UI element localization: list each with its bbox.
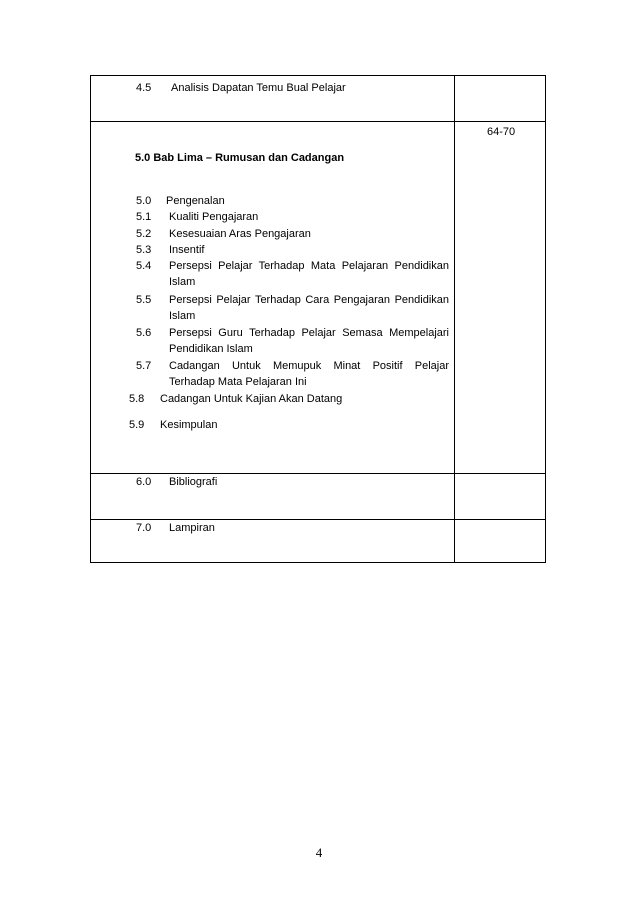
toc-title: Analisis Dapatan Temu Bual Pelajar bbox=[171, 82, 346, 94]
toc-title: Kesimpulan bbox=[160, 419, 218, 431]
toc-title: Persepsi Guru Terhadap Pelajar Semasa Mempelajari Pendidikan Islam bbox=[169, 327, 449, 355]
row-divider bbox=[91, 121, 545, 122]
toc-title: Cadangan Untuk Kajian Akan Datang bbox=[160, 393, 343, 405]
toc-number: 5.3 bbox=[136, 244, 152, 256]
row-divider bbox=[91, 473, 545, 474]
toc-title: Kualiti Pengajaran bbox=[169, 211, 259, 223]
toc-number: 6.0 bbox=[136, 476, 152, 488]
toc-title: Bibliografi bbox=[169, 476, 218, 488]
toc-number: 5.7 bbox=[136, 360, 152, 372]
toc-number: 5.2 bbox=[136, 228, 152, 240]
toc-number: 5.1 bbox=[136, 211, 152, 223]
toc-number: 7.0 bbox=[136, 522, 152, 534]
row-divider bbox=[91, 519, 545, 520]
toc-title: Persepsi Pelajar Terhadap Cara Pengajaran Pendidikan Islam bbox=[169, 294, 449, 322]
toc-title: Insentif bbox=[169, 244, 205, 256]
toc-number: 4.5 bbox=[136, 82, 152, 94]
page-number: 4 bbox=[315, 845, 323, 860]
toc-number: 5.8 bbox=[129, 393, 145, 405]
toc-number: 5.4 bbox=[136, 260, 152, 272]
toc-number: 5.9 bbox=[129, 419, 145, 431]
toc-number: 5.0 bbox=[136, 195, 152, 207]
toc-title: Kesesuaian Aras Pengajaran bbox=[169, 228, 311, 240]
toc-title: Cadangan Untuk Memupuk Minat Positif Pelajar Terhadap Mata Pelajaran Ini bbox=[169, 360, 449, 388]
toc-title: Persepsi Pelajar Terhadap Mata Pelajaran Pendidikan Islam bbox=[169, 260, 449, 288]
toc-number: 5.5 bbox=[136, 294, 152, 306]
chapter-heading: 5.0 Bab Lima – Rumusan dan Cadangan bbox=[135, 152, 345, 164]
table-of-contents bbox=[90, 75, 546, 563]
column-divider bbox=[454, 76, 455, 562]
toc-number: 5.6 bbox=[136, 327, 152, 339]
toc-title: Lampiran bbox=[169, 522, 215, 534]
toc-title: Pengenalan bbox=[166, 195, 225, 207]
page-range: 64-70 bbox=[487, 126, 516, 138]
